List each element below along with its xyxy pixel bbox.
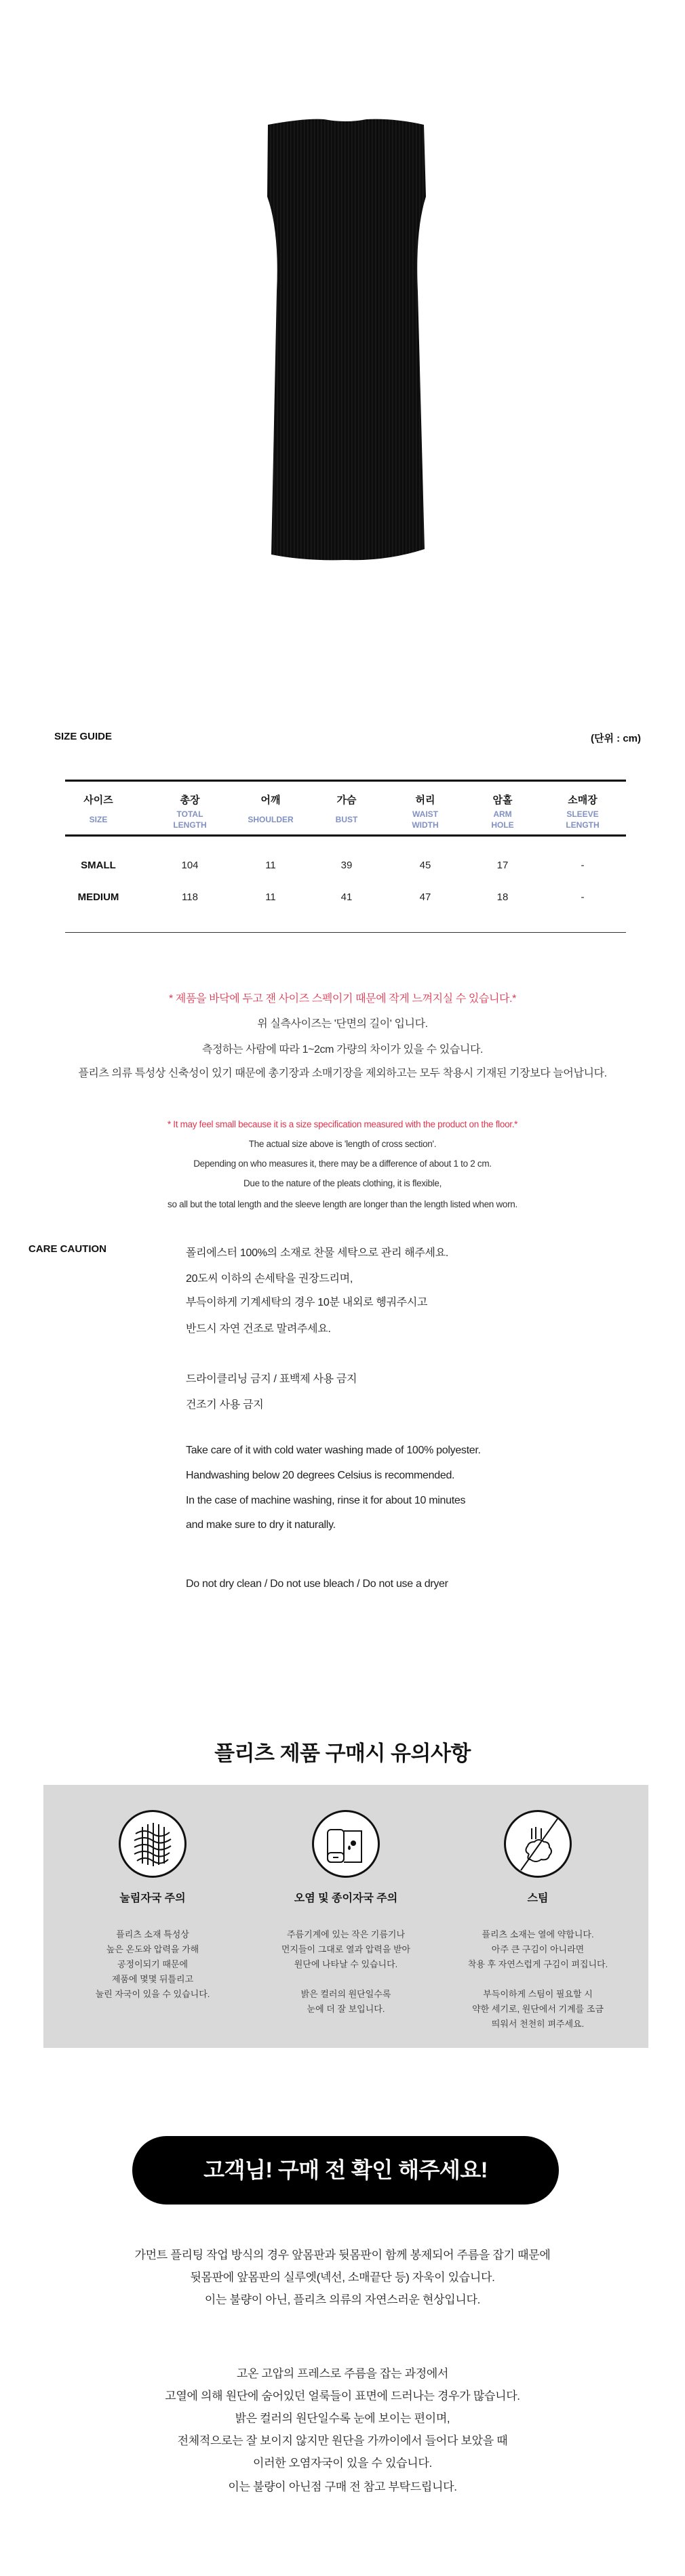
size-unit-label: (단위 : cm) (591, 733, 641, 744)
notice-line: 밝은 컬러의 원단일수록 눈에 보이는 편이며, (235, 2412, 450, 2425)
desc-line: 플리츠 소재 특성상 (116, 1929, 189, 1939)
size-cell: 17 (496, 860, 509, 871)
desc-line: 높은 온도와 압력을 가해 (106, 1944, 199, 1954)
notice-line: 고열에 의해 원단에 숨어있던 얼룩들이 표면에 드러나는 경우가 많습니다. (165, 2390, 520, 2402)
care-line: and make sure to dry it naturally. (186, 1519, 336, 1531)
care-line: In the case of machine washing, rinse it for about 10 minutes (186, 1495, 466, 1506)
size-cell: 118 (182, 891, 198, 903)
notice-line: 전체적으로는 잘 보이지 않지만 원단을 가까이에서 들어다 보았을 때 (177, 2434, 508, 2447)
desc-line: 눈에 더 잘 보입니다. (307, 2004, 385, 2014)
caution-item-label: 눌림자국 주의 (119, 1893, 186, 1904)
care-line: 폴리에스터 100%의 소재로 찬물 세탁으로 관리 해주세요. (186, 1247, 449, 1259)
pleats-caution-title: 플리츠 제품 구매시 유의사항 (214, 1742, 471, 1765)
care-line: 반드시 자연 건조로 말려주세요. (186, 1323, 331, 1335)
notice-banner: 고객님! 구매 전 확인 해주세요! (132, 2136, 559, 2205)
care-line: Take care of it with cold water washing made of 100% polyester. (186, 1445, 481, 1456)
desc-line: 아주 큰 구김이 아니라면 (491, 1944, 585, 1954)
table-header-rule (65, 834, 626, 837)
size-cell: 39 (340, 860, 353, 871)
note-line-en: Depending on who measures it, there may be a difference of about 1 to 2 cm. (193, 1159, 492, 1169)
notice-line: 뒷몸판에 앞몸판의 실루엣(넥선, 소매끝단 등) 자욱이 있습니다. (190, 2271, 495, 2284)
caution-item-desc (251, 1927, 441, 2017)
desc-line: 띄워서 천천히 펴주세요. (491, 2019, 585, 2029)
size-cell: 18 (496, 891, 509, 903)
column-header-ko: 총장 (180, 794, 200, 806)
no-steam-icon (504, 1810, 572, 1878)
wrinkle-mesh-icon (119, 1810, 187, 1878)
column-header-en: TOTAL (176, 809, 203, 819)
stained-fabric-roll-icon (312, 1810, 380, 1878)
note-line-en: The actual size above is 'length of cross section'. (248, 1139, 437, 1149)
size-cell: 11 (265, 860, 276, 871)
desc-line: 밝은 컬러의 원단일수록 (300, 1989, 391, 1999)
size-guide-title: SIZE GUIDE (54, 731, 113, 742)
column-header-ko: 가슴 (336, 794, 357, 806)
column-header-en: WAIST (412, 809, 438, 819)
desc-line: 플리츠 소재는 열에 약합니다. (482, 1929, 594, 1939)
note-line-en: * It may feel small because it is a size specification measured with the product on the floor.* (167, 1119, 518, 1129)
desc-line: 주름기계에 있는 작은 기름기나 (286, 1929, 406, 1939)
table-bottom-rule (65, 932, 626, 933)
column-header-en: SHOULDER (248, 815, 294, 824)
size-cell: 45 (419, 860, 431, 871)
column-header-en: SIZE (89, 815, 108, 824)
notice-line: 이러한 오염자국이 있을 수 있습니다. (253, 2457, 432, 2470)
desc-line: 약한 세기로, 원단에서 기계를 조금 (472, 2004, 604, 2014)
desc-line: 원단에 나타날 수 있습니다. (294, 1959, 398, 1969)
desc-line: 부득이하게 스팀이 필요할 시 (483, 1989, 593, 1999)
column-header-ko: 사이즈 (83, 794, 113, 806)
notice-line: 이는 불량이 아닌, 플리츠 의류의 자연스러운 현상입니다. (204, 2293, 481, 2306)
note-line: 측정하는 사람에 따라 1~2cm 가량의 차이가 있을 수 있습니다. (201, 1044, 484, 1055)
table-top-rule (65, 780, 626, 782)
caution-item-desc (443, 1927, 633, 2032)
care-line: Do not dry clean / Do not use bleach / Do not use a dryer (186, 1578, 448, 1590)
notice-line: 고온 고압의 프레스로 주름을 잡는 과정에서 (236, 2367, 449, 2380)
size-cell: - (581, 891, 585, 903)
column-header-en: BUST (335, 815, 358, 824)
desc-line: 눌린 자국이 있을 수 있습니다. (95, 1989, 210, 1999)
size-cell: 104 (181, 860, 199, 871)
column-header-ko: 허리 (415, 794, 435, 806)
care-line: 건조기 사용 금지 (186, 1399, 264, 1411)
size-row-label: SMALL (81, 860, 116, 871)
desc-line: 공정이되기 때문에 (117, 1959, 189, 1969)
desc-line: 먼지들이 그대로 열과 압력을 받아 (281, 1944, 411, 1954)
column-header-en: HOLE (491, 820, 514, 830)
desc-line: 착용 후 자연스럽게 구김이 펴집니다. (467, 1959, 608, 1969)
notice-line: 가먼트 플리팅 작업 방식의 경우 앞몸판과 뒷몸판이 함께 봉제되어 주름을 잡기 때문에 (134, 2249, 551, 2261)
note-line: * 제품을 바닥에 두고 잰 사이즈 스펙이기 때문에 작게 느껴지실 수 있습니다.* (169, 993, 516, 1005)
column-header-ko: 암홀 (492, 794, 513, 806)
care-line: 드라이클리닝 금지 / 표백제 사용 금지 (186, 1373, 357, 1385)
note-line: 플리츠 의류 특성상 신축성이 있기 때문에 총기장과 소매기장을 제외하고는 모두 착용시 기재된 기장보다 늘어납니다. (78, 1068, 607, 1079)
size-cell: 41 (340, 891, 353, 903)
size-cell: 11 (265, 891, 276, 903)
care-line: Handwashing below 20 degrees Celsius is recommended. (186, 1470, 455, 1481)
notice-line: 이는 불량이 아닌점 구매 전 참고 부탁드립니다. (228, 2480, 457, 2493)
column-header-ko: 어깨 (260, 794, 281, 806)
size-cell: 47 (419, 891, 431, 903)
column-header-ko: 소매장 (568, 794, 598, 806)
size-cell: - (581, 860, 585, 871)
caution-item-label: 오염 및 종이자국 주의 (294, 1893, 398, 1904)
desc-line: 제품에 몇몇 뒤틀리고 (111, 1974, 194, 1984)
product-image-black-pleated-dress (258, 115, 434, 576)
column-header-en: WIDTH (412, 820, 439, 830)
size-row-label: MEDIUM (77, 891, 119, 903)
caution-item-desc (58, 1927, 248, 2002)
care-caution-title: CARE CAUTION (28, 1243, 106, 1255)
care-line: 부득이하게 기계세탁의 경우 10분 내외로 헹궈주시고 (186, 1297, 428, 1308)
column-header-en: SLEEVE (566, 809, 599, 819)
care-line: 20도씨 이하의 손세탁을 권장드리며, (186, 1273, 353, 1285)
note-line-en: so all but the total length and the sleeve length are longer than the length listed when worn. (168, 1199, 517, 1209)
column-header-en: LENGTH (173, 820, 207, 830)
note-line-en: Due to the nature of the pleats clothing, it is flexible, (243, 1178, 442, 1188)
caution-item-label: 스팀 (527, 1893, 549, 1904)
column-header-en: ARM (493, 809, 512, 819)
note-line: 위 실측사이즈는 '단면의 길이' 입니다. (257, 1018, 428, 1030)
column-header-en: LENGTH (566, 820, 600, 830)
